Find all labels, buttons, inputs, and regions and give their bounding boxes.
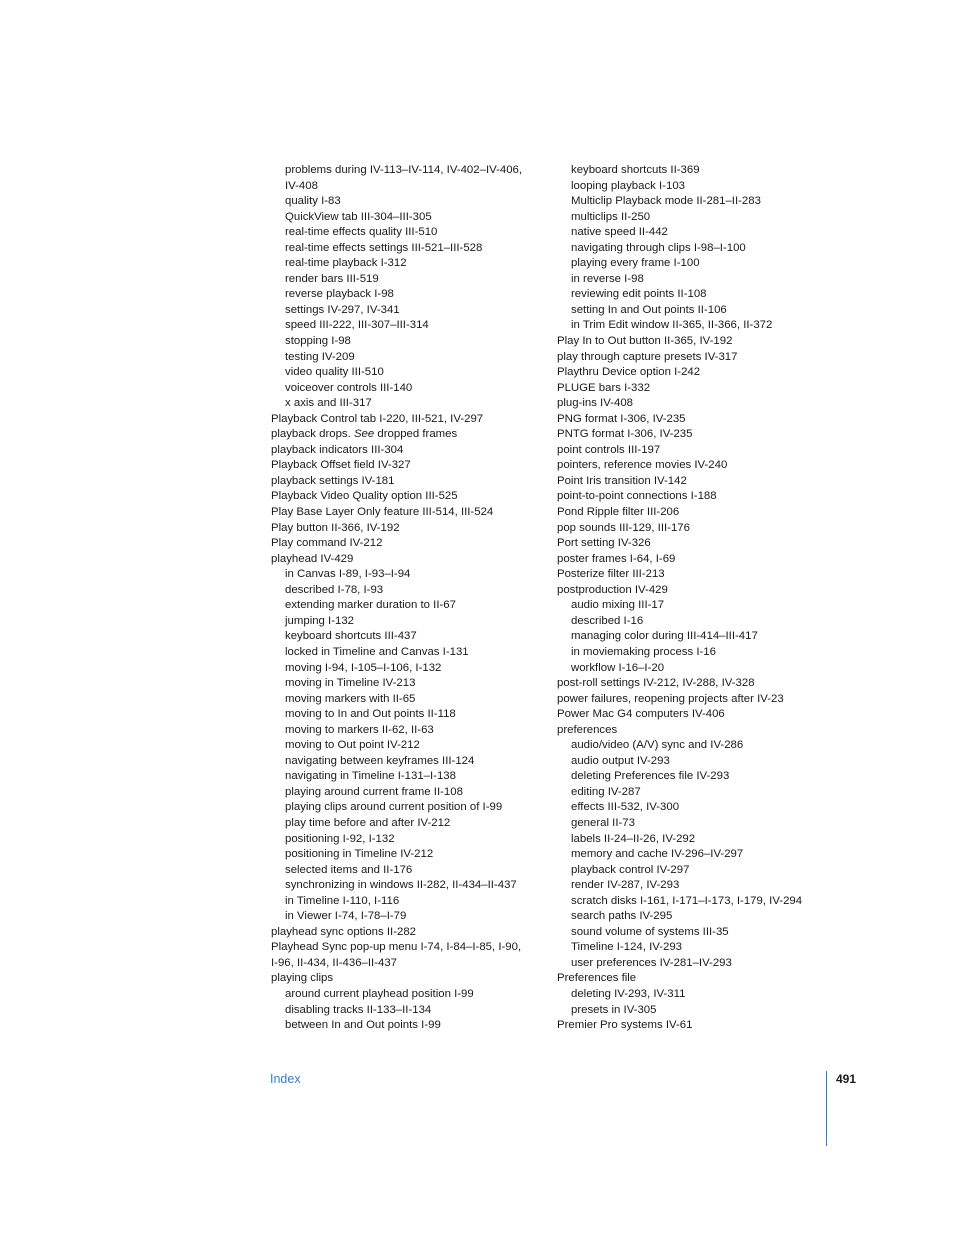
index-subentry: moving in Timeline IV-213 — [285, 677, 416, 690]
index-subentry: IV-408 — [285, 179, 318, 192]
index-subentry: reverse playback I-98 — [285, 288, 394, 301]
index-entry: PLUGE bars I-332 — [557, 381, 651, 394]
index-entry: Power Mac G4 computers IV-406 — [557, 708, 725, 721]
index-subentry: navigating between keyframes III-124 — [285, 754, 475, 767]
index-subentry: real-time playback I-312 — [285, 257, 407, 270]
index-subentry: in Canvas I-89, I-93–I-94 — [285, 568, 411, 581]
index-subentry: Multiclip Playback mode II-281–II-283 — [571, 195, 761, 208]
index-subentry: workflow I-16–I-20 — [571, 661, 665, 674]
index-entry: Preferences file — [557, 972, 637, 985]
index-subentry: managing color during III-414–III-417 — [571, 630, 758, 643]
index-entry: Play button II-366, IV-192 — [271, 521, 400, 534]
index-subentry: in Viewer I-74, I-78–I-79 — [285, 910, 407, 923]
index-subentry: real-time effects settings III-521–III-528 — [285, 241, 483, 254]
index-entry: PNG format I-306, IV-235 — [557, 412, 686, 425]
index-subentry: video quality III-510 — [285, 366, 384, 379]
index-subentry: deleting IV-293, IV-311 — [571, 987, 686, 1000]
index-subentry: voiceover controls III-140 — [285, 381, 413, 394]
index-subentry: in Timeline I-110, I-116 — [285, 894, 400, 907]
index-subentry: QuickView tab III-304–III-305 — [285, 210, 432, 223]
index-subentry: deleting Preferences file IV-293 — [571, 770, 730, 783]
index-subentry: labels II-24–II-26, IV-292 — [571, 832, 696, 845]
index-subentry: keyboard shortcuts II-369 — [571, 164, 700, 176]
index-subentry: positioning in Timeline IV-212 — [285, 848, 434, 861]
index-subentry: settings IV-297, IV-341 — [285, 303, 400, 316]
index-entry: Playhead Sync pop-up menu I-74, I-84–I-85, I-90, — [271, 941, 522, 954]
index-entry: PNTG format I-306, IV-235 — [557, 428, 693, 441]
index-entry: pointers, reference movies IV-240 — [557, 459, 728, 472]
index-subentry: Timeline I-124, IV-293 — [571, 941, 683, 954]
index-subentry: navigating in Timeline I-131–I-138 — [285, 770, 456, 783]
index-subentry: extending marker duration to II-67 — [285, 599, 456, 612]
index-subentry: render bars III-519 — [285, 272, 379, 285]
index-subentry: render IV-287, IV-293 — [571, 879, 680, 892]
index-subentry: testing IV-209 — [285, 350, 355, 363]
index-subentry: reviewing edit points II-108 — [571, 288, 707, 301]
index-subentry: effects III-532, IV-300 — [571, 801, 680, 814]
index-entry: Play Base Layer Only feature III-514, III-524 — [271, 506, 494, 519]
footer-divider — [826, 1071, 827, 1146]
index-subentry: moving to markers II-62, II-63 — [285, 723, 434, 736]
index-entry: point-to-point connections I-188 — [557, 490, 717, 503]
see-reference: See — [353, 428, 375, 441]
index-entry: play through capture presets IV-317 — [557, 350, 738, 363]
index-subentry: stopping I-98 — [285, 335, 351, 348]
index-subentry: real-time effects quality III-510 — [285, 226, 438, 239]
index-subentry: play time before and after IV-212 — [285, 816, 451, 829]
index-entry: Playback Control tab I-220, III-521, IV-297 — [271, 412, 484, 425]
index-column-left — [271, 163, 546, 1034]
index-subentry: native speed II-442 — [571, 226, 668, 239]
index-subentry: playing clips around current position of I-99 — [285, 801, 503, 814]
index-subentry: positioning I-92, I-132 — [285, 832, 395, 845]
index-subentry: memory and cache IV-296–IV-297 — [571, 848, 744, 861]
index-subentry: in reverse I-98 — [571, 272, 644, 285]
index-subentry: around current playhead position I-99 — [285, 987, 474, 1000]
index-entry: post-roll settings IV-212, IV-288, IV-328 — [557, 677, 755, 690]
index-subentry: looping playback I-103 — [571, 179, 685, 192]
index-entry: playhead sync options II-282 — [271, 925, 417, 938]
index-subentry: in moviemaking process I-16 — [571, 645, 716, 658]
index-subentry: moving to In and Out points II-118 — [285, 708, 456, 721]
index-subentry: described I-16 — [571, 614, 644, 627]
index-subentry: playback control IV-297 — [571, 863, 690, 876]
index-subentry: moving I-94, I-105–I-106, I-132 — [285, 661, 442, 674]
index-subentry: navigating through clips I-98–I-100 — [571, 241, 746, 254]
index-entry: Playback Offset field IV-327 — [271, 459, 411, 472]
index-subentry: setting In and Out points II-106 — [571, 303, 727, 316]
index-entry: Playthru Device option I-242 — [557, 366, 701, 379]
index-subentry: sound volume of systems III-35 — [571, 925, 729, 938]
index-subentry: in Trim Edit window II-365, II-366, II-372 — [571, 319, 773, 332]
index-subentry: playing every frame I-100 — [571, 257, 700, 270]
index-subentry: between In and Out points I-99 — [285, 1019, 441, 1032]
index-subentry: playing around current frame II-108 — [285, 785, 463, 798]
index-column-right — [557, 163, 817, 1034]
index-subentry: selected items and II-176 — [285, 863, 413, 876]
index-subentry: audio/video (A/V) sync and IV-286 — [571, 739, 744, 752]
index-entry: Point Iris transition IV-142 — [557, 474, 687, 487]
index-subentry: moving to Out point IV-212 — [285, 739, 420, 752]
index-subentry: synchronizing in windows II-282, II-434–II-437 — [285, 879, 517, 892]
index-entry: poster frames I-64, I-69 — [557, 552, 676, 565]
index-subentry: audio output IV-293 — [571, 754, 670, 767]
index-entry: Posterize filter III-213 — [557, 568, 665, 581]
index-subentry: search paths IV-295 — [571, 910, 673, 923]
index-entry: point controls III-197 — [557, 443, 661, 456]
index-subentry: editing IV-287 — [571, 785, 641, 798]
index-subentry: audio mixing III-17 — [571, 599, 665, 612]
index-entry: Play In to Out button II-365, IV-192 — [557, 335, 733, 348]
index-subentry: disabling tracks II-133–II-134 — [285, 1003, 432, 1016]
index-entry: Play command IV-212 — [271, 537, 383, 550]
index-subentry: presets in IV-305 — [571, 1003, 657, 1016]
index-entry: power failures, reopening projects after IV-23 — [557, 692, 784, 705]
index-entry: postproduction IV-429 — [557, 583, 668, 596]
index-subentry: problems during IV-113–IV-114, IV-402–IV-406, — [285, 164, 523, 176]
index-subentry: user preferences IV-281–IV-293 — [571, 956, 732, 969]
index-entry: playback indicators III-304 — [271, 443, 404, 456]
index-entry: plug-ins IV-408 — [557, 397, 633, 410]
index-entry: Pond Ripple filter III-206 — [557, 506, 680, 519]
index-entry: Port setting IV-326 — [557, 537, 651, 550]
index-subentry: multiclips II-250 — [571, 210, 651, 223]
index-entry: playing clips — [271, 972, 334, 985]
index-subentry: locked in Timeline and Canvas I-131 — [285, 645, 469, 658]
index-subentry: jumping I-132 — [285, 614, 355, 627]
index-entry: Playback Video Quality option III-525 — [271, 490, 458, 503]
index-entry: Premier Pro systems IV-61 — [557, 1019, 693, 1032]
index-entry: playhead IV-429 — [271, 552, 354, 565]
index-entry: preferences — [557, 723, 618, 736]
index-subentry: moving markers with II-65 — [285, 692, 416, 705]
index-subentry: general II-73 — [571, 816, 635, 829]
index-subentry: x axis and III-317 — [285, 397, 372, 410]
page-number: 491 — [836, 1072, 857, 1086]
footer-section-label: Index — [270, 1072, 301, 1086]
index-subentry: described I-78, I-93 — [285, 583, 384, 596]
index-subentry: keyboard shortcuts III-437 — [285, 630, 417, 643]
index-entry: I-96, II-434, II-436–II-437 — [271, 956, 398, 969]
index-entry: playback settings IV-181 — [271, 474, 395, 487]
index-entry: playback drops. See dropped frames — [271, 428, 458, 441]
index-entry: pop sounds III-129, III-176 — [557, 521, 690, 534]
index-subentry: quality I-83 — [285, 195, 341, 208]
index-subentry: speed III-222, III-307–III-314 — [285, 319, 429, 332]
index-subentry: scratch disks I-161, I-171–I-173, I-179, IV-294 — [571, 894, 803, 907]
